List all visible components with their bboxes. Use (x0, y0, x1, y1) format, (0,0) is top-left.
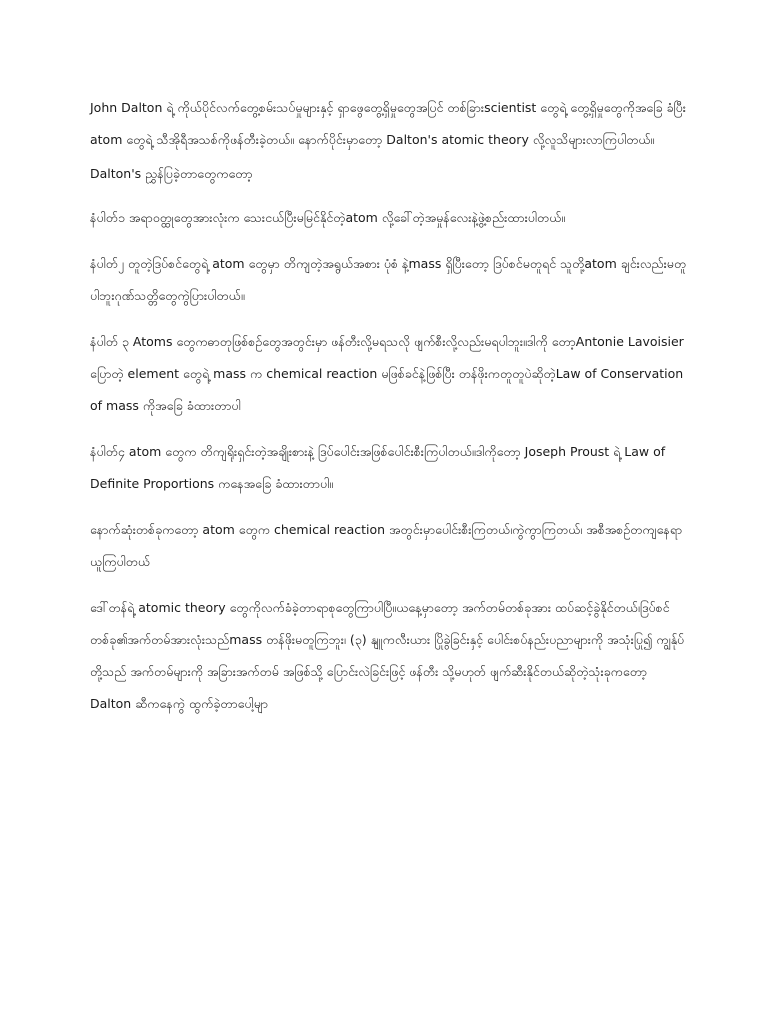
paragraph-heading: Dalton's ညွှန်ပြခဲ့တာတွေကတော့ (90, 166, 253, 181)
paragraph-point-1: နံပါတ်၁ အရာဝတ္ထုတွေအားလုံးက သေးငယ်ပြီးမမြင်နိုင်တဲ့atom လို့ခေါ်တဲ့အမှုန်လေးနဲ့ဖွဲ့စည်းထားပါတယ်။ (90, 210, 566, 225)
paragraph-conclusion: ဒေါ်တန်ရဲ့ atomic theory တွေကိုလက်ခံခဲ့တာရာစုတွေကြာပါပြီ။ယနေ့မှာတော့ အက်တမ်တစ်ခုအား ထပ်ဆင့်ခွဲနိုင်တယ်၊ဒြပ်စင်တစ်ခု၏အက်တမ်အားလုံးသည်mass တန်ဖိုးမတူကြဘူး၊ (၃) နျူကလီးယား ပြိုခွဲခြင်းနှင့် ပေါင်းစပ်နည်းပညာများကို အသုံးပြု၍ ကျွန်ုပ်တို့သည် အက်တမ်များကို အခြားအက်တမ် အဖြစ်သို့ ပြောင်းလဲခြင်းဖြင့် ဖန်တီး သို့မဟုတ် ဖျက်ဆီးနိုင်တယ်ဆိုတဲ့သုံးခုကတော့ Dalton ဆီကနေကွဲ ထွက်ခဲ့တာပေါ့မျာ (90, 600, 685, 711)
paragraph-point-3: နံပါတ် ၃ Atoms တွေကဓာတုဖြစ်စဉ်တွေအတွင်းမှာ ဖန်တီးလို့မရသလို ဖျက်စီးလို့လည်းမရပါဘူး။ဒါကို တော့Antonie Lavoisier ပြောတဲ့ element တွေရဲ့ mass က chemical reaction မဖြစ်ခင်နဲ့ဖြစ်ပြီး တန်ဖိုးကတူတူပဲဆိုတဲ့Law of Conservation of mass ကိုအခြေ ခံထားတာပါ (90, 334, 684, 413)
paragraph-intro: John Dalton ရဲ့ ကိုယ်ပိုင်လက်တွေ့စမ်းသပ်မှုများနှင့် ရှာဖွေတွေ့ရှိမှုတွေအပြင် တစ်ခြားscientist တွေရဲ့ တွေ့ရှိမှုတွေကိုအခြေ ခံပြီး atom တွေရဲ့ သီအိုရီအသစ်ကိုဖန်တီးခဲ့တယ်။ နောက်ပိုင်းမှာတော့ Dalton's atomic theory လို့လူသိများလာကြပါတယ်။ (90, 100, 686, 147)
paragraph-point-2: နံပါတ်၂ တူတဲ့ဒြပ်စင်တွေရဲ့ atom တွေမှာ တိကျတဲ့အရွယ်အစား ပုံစံ နဲ့mass ရှိပြီးတော့ ဒြပ်စင်မတူရင် သူတို့atom ချင်းလည်းမတူပါဘူးဂုဏ်သတ္တိတွေကွဲပြားပါတယ်။ (90, 256, 687, 303)
paragraph-point-5: နောက်ဆုံးတစ်ခုကတော့ atom တွေက chemical reaction အတွင်းမှာပေါင်းစီးကြတယ်၊ကွဲကွာကြတယ်၊ အစီအစဉ်တကျနေရာယူကြပါတယ် (90, 522, 683, 569)
paragraph-point-4: နံပါတ်၄ atom တွေက တိကျရိုးရှင်းတဲ့အချိုးစားနဲ့ ဒြပ်ပေါင်းအဖြစ်ပေါင်းစီးကြပါတယ်။ဒါကိုတော့ Joseph Proust ရဲ့ Law of Definite Proportions ကနေအခြေ ခံထားတာပါ။ (90, 444, 666, 491)
